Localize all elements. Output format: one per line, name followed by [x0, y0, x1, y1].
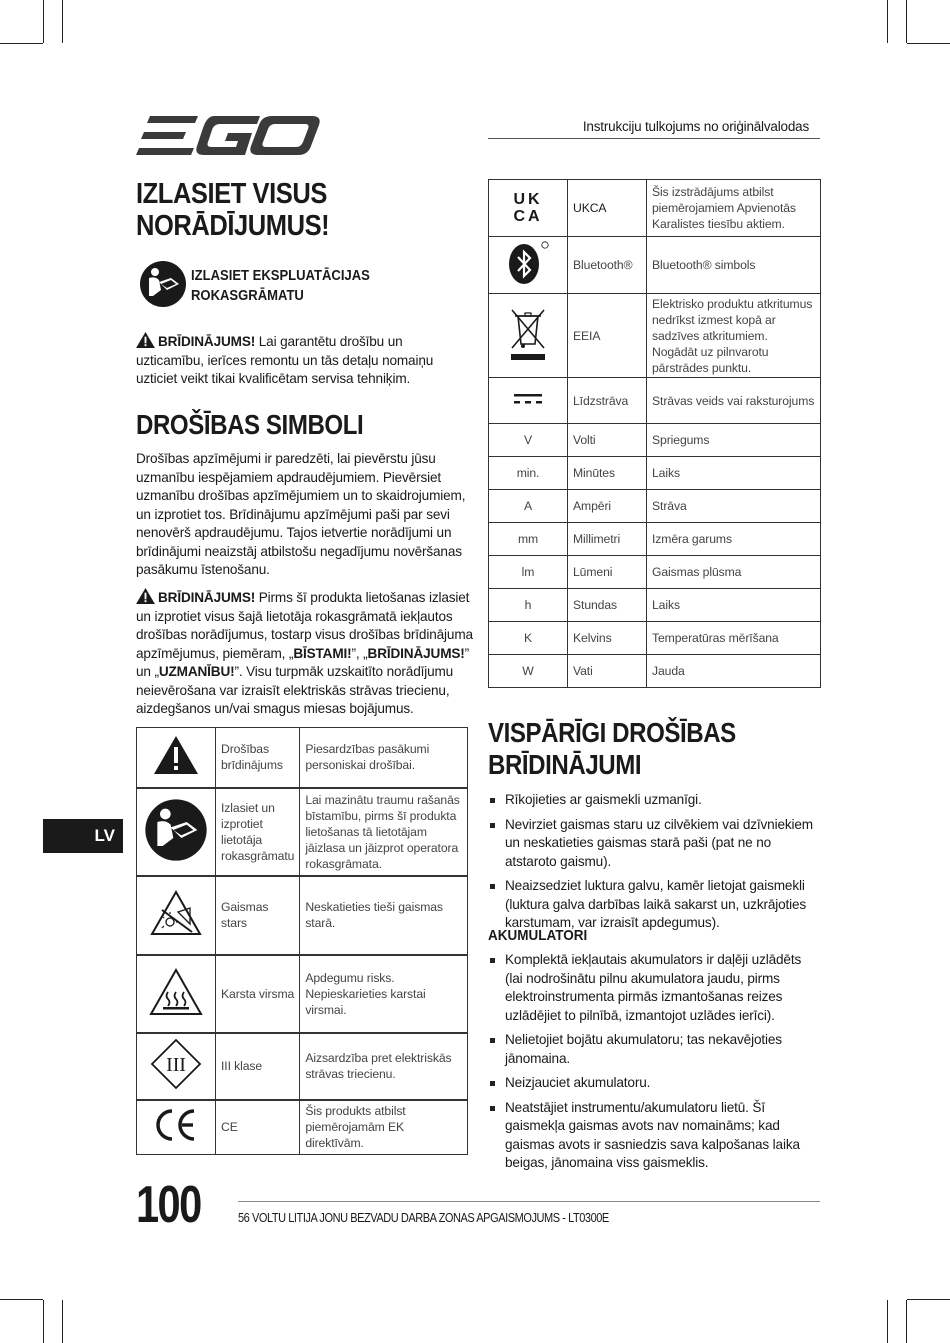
unit-symbol: V [489, 424, 568, 457]
symbol-description: Elektrisko produktu atkritumus nedrīkst izmest kopā ar sadzīves atkritumiem. Nogādāt uz pilnvarotu pārstrādes punktu. [647, 294, 821, 378]
crop-mark [906, 0, 907, 43]
symbol-description: Bluetooth® simbols [647, 237, 821, 294]
hot-surface-icon [149, 968, 203, 1016]
crop-mark [0, 43, 43, 44]
units-symbols-table [488, 179, 821, 688]
symbol-name: Volti [568, 424, 647, 457]
symbol-name: III klase [216, 1033, 300, 1100]
table-row [137, 728, 468, 788]
table-row [137, 788, 468, 876]
list-item: Nelietojiet bojātu akumulatoru; tas nekavējoties jānomaina. [488, 1031, 822, 1068]
footer-product-title: 56 VOLTU LITIJA JONU BEZVADU DARBA ZONAS APGAISMOJUMS - LT0300E [238, 1211, 609, 1225]
svg-text:UK: UK [513, 191, 543, 208]
svg-text:III: III [166, 1054, 186, 1076]
light-beam-icon [150, 890, 202, 936]
unit-symbol: K [489, 622, 568, 655]
crop-mark [887, 0, 888, 43]
direct-current-icon [513, 392, 543, 406]
bluetooth-icon [506, 239, 550, 287]
symbol-name: Drošības brīdinājums [216, 728, 300, 788]
safety-symbols-intro: Drošības apzīmējumi ir paredzēti, lai pievērstu jūsu uzmanību iespējamiem apdraudējumiem. Pievērsiet uzmanību drošības apzīmējumiem un to skaidrojumiem, un izprotiet tos. Brīdinājumu apzīmējumi paši par sevi nenovērš apdraudējumu. Tajos ietvertie norādījumi un brīdinājumi neaizstāj atbilstošu negadījumu novēršanas pasākumu īstenošanu. [136, 451, 466, 577]
symbol-name: Millimetri [568, 523, 647, 556]
safety-symbols-table [136, 727, 468, 1155]
unit-symbol: min. [489, 457, 568, 490]
symbol-name: Vati [568, 655, 647, 688]
symbol-description: Jauda [647, 655, 821, 688]
list-item: Neaizsedziet luktura galvu, kamēr lietojat gaismekli (luktura galva darbības laikā sakarst un, uzkrājoties karstumam, var izraisīt apdegumus). [488, 877, 822, 933]
safety-symbols-heading: DROŠĪBAS SIMBOLI [136, 409, 364, 440]
battery-list [488, 951, 822, 1179]
symbol-name: EEIA [568, 294, 647, 378]
table-row [489, 180, 821, 237]
crop-mark [907, 1299, 950, 1300]
weee-bin-icon [508, 306, 548, 362]
symbol-description: Aizsardzība pret elektriskās strāvas triecienu. [300, 1033, 468, 1100]
symbol-name: Minūtes [568, 457, 647, 490]
warning-triangle-icon [153, 735, 199, 775]
header-subtitle: Instrukciju tulkojums no oriģinālvalodas [582, 119, 809, 134]
table-row [489, 424, 821, 457]
symbol-name: Karsta virsma [216, 955, 300, 1033]
symbol-description: Neskatieties tieši gaismas starā. [300, 876, 468, 955]
symbol-name: Ampēri [568, 490, 647, 523]
table-row [489, 622, 821, 655]
symbol-description: Gaismas plūsma [647, 556, 821, 589]
warning-triangle-icon [136, 588, 155, 604]
crop-mark [43, 0, 44, 43]
footer-rule [238, 1201, 820, 1202]
crop-mark [906, 1300, 907, 1343]
symbol-name: Lūmeni [568, 556, 647, 589]
symbol-description: Šis izstrādājums atbilst piemērojamiem Apvienotās Karalistes tiesību aktiem. [647, 180, 821, 237]
list-item: Nevirziet gaismas staru uz cilvēkiem vai dzīvniekiem un neskatieties gaismas starā paši (pat ne no atstaroto gaismu). [488, 816, 822, 872]
general-warnings-list [488, 791, 822, 939]
table-row [489, 523, 821, 556]
ce-mark-icon [152, 1107, 200, 1143]
crop-mark [887, 1300, 888, 1343]
symbol-description: Lai mazinātu traumu rašanās bīstamību, pirms šī produkta lietošanas tā lietotājam jāizlasa un jāizprot operatora rokasgrāmata. [300, 788, 468, 876]
class-iii-icon [150, 1038, 202, 1090]
list-item: Komplektā iekļautais akumulators ir daļēji uzlādēts (lai nodrošinātu pilnu akumulatora jaudu, pirms elektroinstrumenta pirmās izmantošanas reizes uzlādējiet to pilnībā, izmantojot uzlādes ierīci). [488, 951, 822, 1025]
crop-mark [62, 1300, 63, 1343]
table-row [489, 237, 821, 294]
unit-symbol: mm [489, 523, 568, 556]
ego-logo [136, 116, 320, 158]
table-row [489, 490, 821, 523]
symbol-name: Kelvins [568, 622, 647, 655]
symbol-name: Gaismas stars [216, 876, 300, 955]
symbol-description: Laiks [647, 589, 821, 622]
table-row [489, 378, 821, 424]
read-manual-icon [139, 260, 187, 308]
crop-mark [0, 1299, 43, 1300]
symbol-description: Strāvas veids vai raksturojums [647, 378, 821, 424]
general-warnings-heading: VISPĀRĪGI DROŠĪBAS BRĪDINĀJUMI [488, 717, 736, 780]
symbol-description: Spriegums [647, 424, 821, 457]
warning-paragraph-2: BRĪDINĀJUMS! Pirms šī produkta lietošanas izlasiet un izprotiet visus šajā lietotāja rokasgrāmatā iekļautos drošības norādījumus, tostarp visus drošības brīdinājuma apzīmējumus, piemēram, „BĪSTAMI!”, „BRĪDINĀJUMS!” un „UZMANĪBU!”. Visu turpmāk uzskaitīto norādījumu neievērošana var izraisīt elektriskās strāvas triecienu, aizdegšanos un/vai smagus miesas bojājumus. [136, 590, 473, 716]
symbol-name: CE [216, 1100, 300, 1155]
crop-mark [907, 43, 950, 44]
unit-symbol: h [489, 589, 568, 622]
symbol-description: Piesardzības pasākumi personiskai drošībai. [300, 728, 468, 788]
symbol-description: Temperatūras mērīšana [647, 622, 821, 655]
symbol-name: Līdzstrāva [568, 378, 647, 424]
symbol-name: UKCA [568, 180, 647, 237]
table-row [137, 1100, 468, 1155]
symbol-description: Šis produkts atbilst piemērojamām EK direktīvām. [300, 1100, 468, 1155]
table-row [489, 556, 821, 589]
symbol-name: Bluetooth® [568, 237, 647, 294]
main-title: IZLASIET VISUS NORĀDĪJUMUS! [136, 178, 330, 242]
table-row [137, 1033, 468, 1100]
read-manual-line: ROKASGRĀMATU [191, 288, 304, 304]
warning-paragraph-1: BRĪDINĀJUMS! Lai garantētu drošību un uzticamību, ierīces remontu un tās detaļu nomaiņu uzticiet veikt tikai kvalificētam servisa tehniķim. [136, 334, 434, 386]
battery-heading: AKUMULATORI [488, 927, 588, 944]
symbol-name: Izlasiet un izprotiet lietotāja rokasgrāmatu [216, 788, 300, 876]
table-row [489, 589, 821, 622]
list-item: Neatstājiet instrumentu/akumulatoru lietū. Šī gaismekļa gaismas avots nav nomaināms; kad gaismas avots ir sasniedzis sava kalpošanas laika beigas, jānomaina viss gaismeklis. [488, 1099, 822, 1173]
table-row [489, 294, 821, 378]
read-manual-icon [144, 798, 208, 862]
language-tab: LV [43, 819, 123, 853]
ukca-icon [510, 189, 546, 223]
page-number: 100 [136, 1176, 201, 1234]
symbol-description: Strāva [647, 490, 821, 523]
crop-mark [62, 0, 63, 43]
table-row [489, 655, 821, 688]
symbol-description: Laiks [647, 457, 821, 490]
read-manual-notice [139, 260, 479, 310]
table-row [489, 457, 821, 490]
table-row [137, 955, 468, 1033]
unit-symbol: lm [489, 556, 568, 589]
read-manual-line: IZLASIET EKSPLUATĀCIJAS [191, 268, 370, 284]
unit-symbol: W [489, 655, 568, 688]
header-rule [488, 138, 820, 139]
list-item: Rīkojieties ar gaismekli uzmanīgi. [488, 791, 822, 810]
list-item: Neizjauciet akumulatoru. [488, 1074, 822, 1093]
unit-symbol: A [489, 490, 568, 523]
symbol-description: Izmēra garums [647, 523, 821, 556]
table-row [137, 876, 468, 955]
svg-text:CA: CA [513, 208, 543, 223]
warning-triangle-icon [136, 332, 155, 348]
symbol-description: Apdegumu risks. Nepieskarieties karstai virsmai. [300, 955, 468, 1033]
symbol-name: Stundas [568, 589, 647, 622]
crop-mark [43, 1300, 44, 1343]
